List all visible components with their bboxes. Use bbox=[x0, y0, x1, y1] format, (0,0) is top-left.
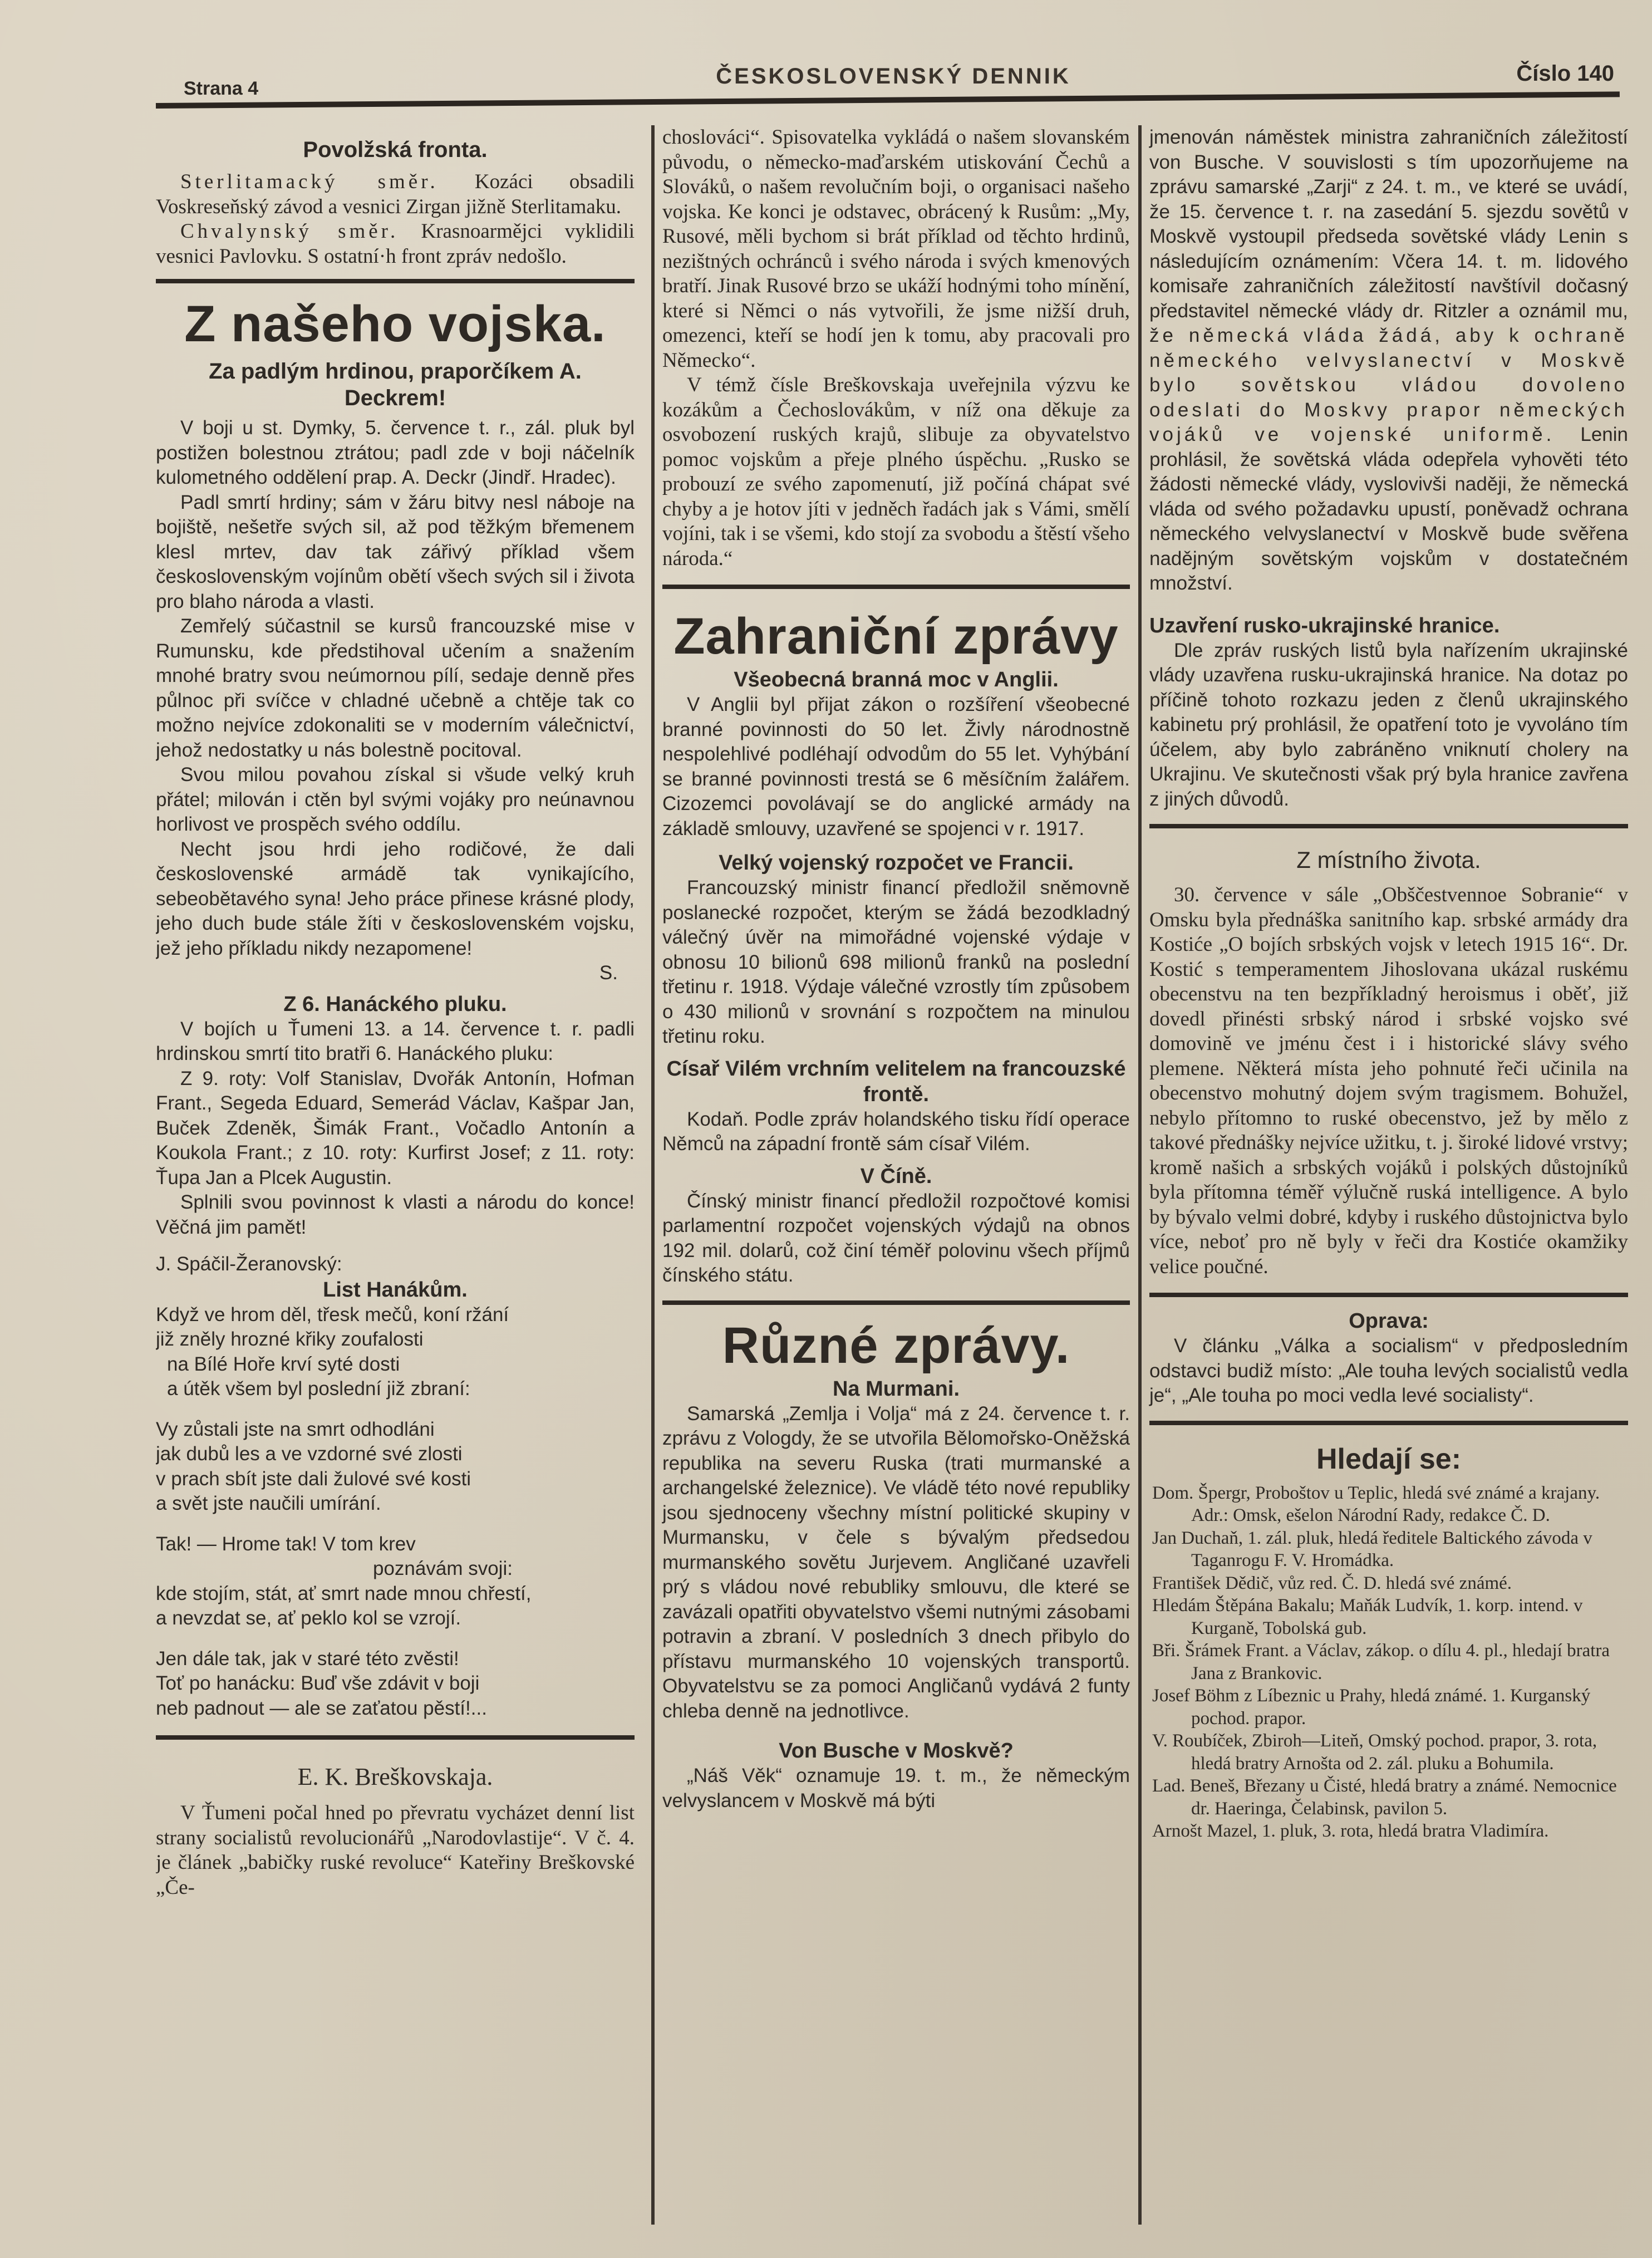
poem-line: jak dubů les a ve vzdorné své zlosti bbox=[156, 1443, 463, 1465]
article-paragraph: Z 9. roty: Volf Stanislav, Dvořák Antonín, Hofman Frant., Segeda Eduard, Semerád Václav, Kašpar Jan, Buček Zdeněk, Šimák Frant., Vočadlo Antonín a Koukola Frant.; z 10. roty: Kurfirst Josef; z 11. roty: Ťupa Jan a Plcek Augustin. bbox=[156, 1067, 635, 1189]
article-title: V Číně. bbox=[860, 1164, 932, 1188]
article-title: Z 6. Hanáckého pluku. bbox=[283, 992, 507, 1016]
notice-item: Lad. Beneš, Březany u Čisté, hledá bratry a známé. Nemocnice dr. Haeringa, Čelabinsk, pavilon 5. bbox=[1152, 1776, 1617, 1819]
section-hledaji-se bbox=[1149, 1442, 1628, 1843]
notice-item: Dom. Špergr, Proboštov u Teplic, hledá své známé a krajany. Adr.: Omsk, ešelon Národní Rady, redakce Č. D. bbox=[1152, 1483, 1600, 1525]
column-1 bbox=[156, 125, 635, 2225]
article-paragraph: Necht jsou hrdi jeho rodičové, že dali československé armádě tak vynikajícího, sebeobětavého syna! Jeho práce přinese krásné plody, jeho duch bude stále žíti v československém vojsku, jež jeho příkladu nikdy nezapomene! bbox=[156, 838, 635, 959]
section-rule bbox=[1149, 824, 1628, 828]
article-signature: S. bbox=[599, 962, 618, 984]
section-rule bbox=[156, 1735, 635, 1740]
article-z-naseho-vojska bbox=[156, 293, 635, 1721]
notice-item: František Dědič, vůz red. Č. D. hledá své známé. bbox=[1152, 1573, 1512, 1593]
article-paragraph: jmenován náměstek ministra zahraničních záležitostí von Busche. V souvislosti s tím upozorňujeme na zprávu samarské „Zarji“ z 24. t. m., ve které se uvádí, že 15. července t. r. na zasedání 5. sjezdu sovětů v Moskvě vystoupil předseda sovětské vlády Lenin s následujícím oznámením: Včera 14. t. m. lidového komisaře zahraničních záležitostí navštívil dočasný představitel německé vlády dr. Ritzler a oznámil mu, bbox=[1149, 126, 1628, 322]
notice-item: Hledám Štěpána Bakalu; Maňák Ludvík, 1. korp. intend. v Kurganě, Tobolská gub. bbox=[1152, 1596, 1583, 1638]
poem-line: Toť po hanácku: Buď vše zdávit v boji bbox=[156, 1672, 480, 1694]
column-2 bbox=[651, 125, 1130, 2225]
article-title: Oprava: bbox=[1349, 1309, 1429, 1333]
issue-number: Číslo 140 bbox=[1516, 61, 1614, 86]
article-paragraph: Lenin prohlásil, že sovětská vláda odepřela vyhověti této žádosti německé vlády, vyslovivši naději, že německá vláda od svého požadavku upustí, poněvadž ochrana německého velvyslanectví v Moskvě bude svěřena nadějným sovětským vojskům v dostatečném množství. bbox=[1149, 424, 1628, 594]
poem bbox=[156, 1252, 635, 1721]
article-title: E. K. Breškovskaja. bbox=[297, 1763, 493, 1790]
poem-line: a útěk všem byl poslední již zbraní: bbox=[167, 1378, 470, 1400]
section-rule bbox=[662, 585, 1130, 589]
article-von-busche-continued bbox=[1149, 125, 1628, 596]
section-heading: Zahraniční zprávy bbox=[673, 608, 1119, 665]
section-rule bbox=[1149, 1293, 1628, 1297]
article-paragraph: Samarská „Zemlja i Volja“ má z 24. července t. r. zprávu z Vologdy, že se utvořila Bělomořsko-Oněžská republika na severu Ruska (trati murmanské a archangelské železnice). Ve vládě této nové republiky jsou sjednoceny všechny místní politické skupiny v Murmansku, v čele s bývalým předsedou murmanského sovětu Jurjevem. Angličané uzavřeli prý s vládou nové rebubliky smlouvu, dle které se zavázali opatřiti obyvatelstvo všemi nutnými zásobami potravin a zbraní. V posledních 3 dnech přibylo do přístavu murmanského 10 vojenských transportů. Obyvatelstvu se za pomoci Angličanů vydává 2 funty chleba denně na jednotlivce. bbox=[662, 1402, 1130, 1722]
poem-line: kde stojím, stát, ať smrt nade mnou chřestí, bbox=[156, 1582, 532, 1604]
article-title: Von Busche v Moskvě? bbox=[779, 1739, 1014, 1763]
poem-line: na Bílé Hoře krví syté dosti bbox=[167, 1353, 400, 1375]
poem-line: a svět jste naučili umírání. bbox=[156, 1493, 381, 1514]
poem-line: v prach sbít jste dali žulové své kosti bbox=[156, 1467, 471, 1490]
section-zahranicni-zpravy bbox=[662, 606, 1130, 1288]
direction-label: Chvalynský směr. bbox=[180, 220, 399, 243]
article-paragraph: V témž čísle Breškovskaja uveřejnila výzvu ke kozákům a Čechoslovákům, v níž ona děkuje za osvobození ruských krajů, slibuje za obyvatelstvo pomoc vojskům a přeje plného úspěchu. „Rusko se probouzí ze svého zapomenutí, již počíná chápat své chyby a je hotov jíti v jedněch řadách jak s Vámi, smělí vojíni, tak i se všemi, kdo stojí za svobodu a štěstí všeho národa.“ bbox=[662, 374, 1130, 570]
section-ruzne-zpravy bbox=[662, 1315, 1130, 1814]
article-paragraph: Krasnoarmějci vyklidili vesnici Pavlovku. S ostatní·h front zpráv nedošlo. bbox=[156, 220, 635, 268]
article-paragraph: „Náš Věk“ oznamuje 19. t. m., že německým velvyslancem v Moskvě má býti bbox=[662, 1765, 1130, 1812]
poem-line: neb padnout — ale se zaťatou pěstí!... bbox=[156, 1697, 487, 1719]
section-heading: Z našeho vojska. bbox=[184, 296, 606, 352]
poem-line: Jen dále tak, jak v staré této zvěsti! bbox=[156, 1647, 459, 1670]
poem-author: J. Spáčil-Žeranovský: bbox=[156, 1253, 342, 1275]
poem-line: poznávám svoji: bbox=[373, 1558, 513, 1579]
section-rule bbox=[1149, 1421, 1628, 1425]
poem-line: Když ve hrom děl, třesk mečů, koní ržání bbox=[156, 1303, 509, 1326]
article-paragraph: choslováci“. Spisovatelka vykládá o našem slovanském původu, o německo-maďarském utiskování Čechů a Slováků, o našem revolučním boji, o organisaci našeho vojska. Ke konci je odstavec, obrácený k Rusům: „My, Rusové, měli bychom si brát příklad od těchto hrdinů, nezištných ochránců i svého národa i svých kmenových bratří. Jinak Rusové brzo se ukáží hodnými toho mínění, které si Němci o nás vytvořili, že jsme nižší druh, omezenci, kteří se hodí jen k tomu, aby pracovali pro Německo“. bbox=[662, 126, 1130, 372]
article-paragraph: Splnili svou povinnost k vlasti a národu do konce! Věčná jim pamět! bbox=[156, 1191, 635, 1238]
masthead: ČESKOSLOVENSKÝ DENNIK bbox=[716, 64, 1071, 89]
article-subtitle: Za padlým hrdinou, praporčíkem A. Deckrem! bbox=[209, 359, 582, 410]
article-povolzska bbox=[156, 136, 635, 269]
poem-title: List Hanákům. bbox=[323, 1278, 468, 1302]
article-mistni-zivot bbox=[1149, 845, 1628, 1279]
article-paragraph: Svou milou povahou získal si všude velký kruh přátel; milován i ctěn byl svými vojáky pro neúnavnou horlivost ve prospěch svého oddílu. bbox=[156, 764, 635, 835]
article-paragraph: V bojích u Ťumeni 13. a 14. července t. r. padli hrdinskou smrtí tito bratři 6. Hanáckého pluku: bbox=[156, 1018, 635, 1064]
article-title: Povolžská fronta. bbox=[303, 138, 488, 162]
notice-item: Josef Böhm z Líbeznic u Prahy, hledá známé. 1. Kurganský pochod. prapor. bbox=[1152, 1686, 1591, 1729]
article-paragraph: Kodaň. Podle zpráv holandského tisku řídí operace Němců na západní frontě sám císař Vilém. bbox=[662, 1108, 1130, 1155]
section-rule bbox=[662, 1300, 1130, 1305]
article-uzavreni-hranice bbox=[1149, 613, 1628, 812]
article-oprava bbox=[1149, 1308, 1628, 1408]
article-paragraph: Francouzský ministr financí předložil sněmovně poslanecké rozpočet, kterým se žádá bezodkladný válečný úvěr na mimořádné vojenské výdaje v obnosu 10 bilionů 698 milionů franků na poslední třetinu r. 1918. Výdaje válečné vzrostly tím způsobem o 430 milionů v srovnání s rozpočtem na minulou třetinu roku. bbox=[662, 877, 1130, 1047]
column-3 bbox=[1138, 125, 1628, 2225]
poem-line: Vy zůstali jste na smrt odhodláni bbox=[156, 1418, 435, 1440]
article-paragraph: V boji u st. Dymky, 5. července t. r., zál. pluk byl postižen bolestnou ztrátou; padl zde v boji náčelník kulometného oddělení prap. A. Deckr (Jindř. Hradec). bbox=[156, 417, 635, 488]
article-paragraph: Padl smrtí hrdiny; sám v žáru bitvy nesl náboje na bojiště, nešetře svých sil, až pod těžkým břemenem klesl mrtev, dav tak zářivý příklad všem československým vojínům obětí všech svých sil i života pro blaho národa a vlasti. bbox=[156, 491, 635, 612]
poem-line: a nevzdat se, ať peklo kol se vzrojí. bbox=[156, 1607, 461, 1629]
notice-item: Arnošt Mazel, 1. pluk, 3. rota, hledá bratra Vladimíra. bbox=[1152, 1821, 1549, 1841]
article-paragraph: V Anglii byl přijat zákon o rozšíření všeobecné branné povinnosti do 50 let. Živly národnostně nespolehlivé podléhají odvodům do 55 let. Vyhýbání se branné povinnosti trestá se 6 měsíčním žalářem. Cizozemci povolávají se do anglické armády na základě smlouvy, uzavřené se spojenci v r. 1917. bbox=[662, 694, 1130, 840]
article-paragraph: Dle zpráv ruských listů byla nařízením ukrajinské vlády uzavřena rusku-ukrajinská hranice. Na dotaz po příčině tohoto rozkazu jeden z členů ukrajinského kabinetu prý prohlásil, že opatření toto je vyvoláno tím účelem, aby bylo zabráněno vniknutí cholery na Ukrajinu. Ve skutečnosti však prý byla hranice zavřena z jiných důvodů. bbox=[1149, 639, 1628, 810]
article-paragraph: Kozáci obsadili Voskreseňský závod a vesnici Zirgan jižně Sterlitamaku. bbox=[156, 170, 635, 218]
notice-item: Bři. Šrámek Frant. a Václav, zákop. o dílu 4. pl., hledají bratra Jana z Brankovic. bbox=[1152, 1641, 1610, 1683]
article-breskovskaja-continued bbox=[662, 125, 1130, 571]
article-title: Velký vojenský rozpočet ve Francii. bbox=[719, 851, 1074, 875]
spaced-emphasis: že německá vláda žádá, aby k ochraně německého velvyslanectví v Moskvě bylo sovětskou vládou dovoleno odeslati do Moskvy prapor německých vojáků ve vojenské uniformě. bbox=[1149, 325, 1628, 445]
article-paragraph: V Ťumeni počal hned po převratu vycházet denní list strany socialistů revolucionářů „Narodovlastije“. V č. 4. je článek „babičky ruské revoluce“ Kateřiny Breškovské „Če- bbox=[156, 1802, 635, 1899]
article-paragraph: V článku „Válka a socialism“ v předposledním odstavci budiž místo: „Ale touha levých socialistů vedla je“, „Ale touha po moci vedla levé socialisty“. bbox=[1149, 1335, 1628, 1406]
article-title: Císař Vilém vrchním velitelem na francouzské frontě. bbox=[666, 1057, 1126, 1106]
section-rule bbox=[156, 279, 635, 283]
article-paragraph: Čínský ministr financí předložil rozpočtové komisi parlamentní rozpočet vojenských výdajů na obnos 192 mil. dolarů, což činí téměř polovinu všech příjmů čínského státu. bbox=[662, 1190, 1130, 1286]
article-breskovskaja bbox=[156, 1762, 635, 1900]
poem-line: Tak! — Hrome tak! V tom krev bbox=[156, 1533, 416, 1555]
direction-label: Sterlitamacký směr. bbox=[180, 170, 439, 193]
article-title: Z místního života. bbox=[1296, 847, 1481, 873]
page-number: Strana 4 bbox=[184, 78, 259, 99]
article-title: Uzavření rusko-ukrajinské hranice. bbox=[1149, 613, 1500, 637]
article-title: Všeobecná branná moc v Anglii. bbox=[734, 668, 1059, 691]
article-title: Na Murmani. bbox=[832, 1377, 960, 1401]
poem-line: již zněly hrozné křiky zoufalosti bbox=[156, 1328, 424, 1350]
notice-item: V. Roubíček, Zbiroh—Liteň, Omský pochod. prapor, 3. rota, hledá bratry Arnošta od 2. zál. pluku a Bohumila. bbox=[1152, 1731, 1597, 1774]
section-heading: Různé zprávy. bbox=[722, 1317, 1070, 1374]
article-paragraph: 30. července v sále „Obščestvennoe Sobranie“ v Omsku byla přednáška sanitního kap. srbské armády dra Kostiće „O bojích srbských vojsk v letech 1915 16“. Dr. Kostić s temperamentem Jihoslovana ukázal ruskému obecenstvu na ten bezpříkladný heroismus i oběť, již dovedl přinésti srbský národ i srbské vojsko své domovině ve jménu čest i i historické slávy svého plemene. Některá místa jeho pohnuté řeči učinila na obecenstvo mohutný dojem svým tragismem. Bohužel, nebylo přítomno to ruské obecenstvo, jež by mělo z takové přednášky nejvíce užitku, t. j. široké lidové vrstvy; kromě našich a srbských vojáků i polských důstojníků byla přítomna téměř výlučně ruská intelligence. A bylo by bývalo velmi dobré, kdyby i ruského důstojnictva bylo více, neboť pro ně byly v řeči dra Kostiće okamžiky velice poučné. bbox=[1149, 883, 1628, 1278]
section-heading: Hledají se: bbox=[1316, 1442, 1462, 1475]
article-paragraph: Zemřelý súčastnil se kursů francouzské mise v Rumunsku, kde předstihoval učením a snažením mnohé bratry svou neúmornou pílí, sedaje denně přes půlnoc při svíčce v chladné učebně a chtěje tak co možno nejvíce zdokonaliti se v moderním válečnictví, jehož nedostatky u nás bolestně pocitoval. bbox=[156, 615, 635, 761]
notice-item: Jan Duchaň, 1. zál. pluk, hledá ředitele Baltického závoda v Taganrogu F. V. Hromádka. bbox=[1152, 1528, 1592, 1570]
